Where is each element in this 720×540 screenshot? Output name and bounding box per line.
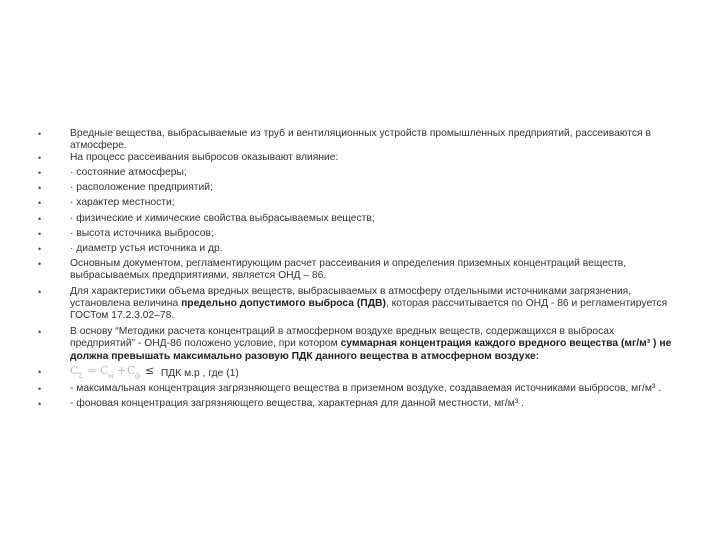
formula-glyph: ф: [135, 371, 141, 380]
list-item-text: Основным документом, регламентирующим расчет рассеивания и определения приземных концентраций веществ, выбрасываемых предприятиями, является ОНД – 86.: [70, 257, 627, 281]
list-item-text: · характер местности;: [70, 197, 175, 209]
list-item-text: · физические и химические свойства выбрасываемых веществ;: [70, 212, 375, 224]
list-item-text: , которая рассчитывается по ОНД - 86 и регламентируется ГОСТом 17.2.3.02–78.: [70, 298, 668, 322]
list-item-text: · высота источника выбросов;: [70, 227, 214, 239]
formula-glyph: Σ: [78, 371, 83, 380]
list-item-text: Вредные вещества, выбрасываемые из труб и вентиляционных устройств промышленных предприятий, рассеиваются в атмосфере.: [70, 128, 651, 152]
list-item: [38, 182, 678, 194]
list-item: [38, 243, 678, 255]
list-item-text: · диаметр устья источника и др.: [70, 242, 223, 254]
formula-image: [70, 363, 158, 380]
formula-item: [38, 363, 678, 380]
list-item-text: - максимальная концентрация загрязняющего вещества в приземном воздухе, создаваемая источниками выбросов, мг/м³ .: [70, 382, 662, 394]
formula-text: ПДК м.р , где (1): [160, 367, 239, 379]
formula-glyph: +: [117, 363, 127, 377]
list-item-text: · расположение предприятий;: [70, 182, 213, 194]
pdv-term: предельно допустимого выброса (ПДВ): [181, 298, 386, 310]
list-item-text: На процесс рассеивания выбросов оказывают влияние:: [70, 152, 339, 164]
list-item: [38, 152, 678, 164]
list-item: [38, 228, 678, 240]
list-item: [38, 286, 678, 322]
list-item: [38, 326, 678, 362]
list-item-text: · состояние атмосферы;: [70, 167, 187, 179]
formula-glyph: • C: [70, 363, 79, 377]
list-item: [38, 197, 678, 209]
list-item: [38, 213, 678, 225]
list-item-text: - фоновая концентрация загрязняющего вещества, характерная для данной местности, мг/м³ .: [70, 397, 525, 409]
formula-glyph: C: [127, 363, 136, 377]
list-item: [38, 383, 678, 395]
list-item: [38, 167, 678, 179]
formula-glyph: ≤: [145, 363, 155, 377]
bullet-list: [38, 128, 678, 410]
list-item: [38, 128, 678, 152]
list-item-text: Для характеристики объема вредных веществ, выбрасываемых в атмосферу отдельными источниками загрязнения, установлена величина: [70, 286, 632, 310]
list-item-text: В основу “Методики расчета концентраций в атмосферном воздухе вредных веществ, содержащихся в выбросах предприятий” - ОНД-86 положено условие, при котором: [70, 326, 615, 350]
list-item: [38, 398, 678, 410]
formula-glyph: м: [108, 371, 114, 380]
formula-glyph: =: [88, 363, 98, 377]
list-item: [38, 258, 678, 282]
condition-text: суммарная концентрация каждого вредного вещества (мг/м³ ) не должна превышать максимально разовую ПДК данного вещества в атмосферном воздухе:: [70, 338, 672, 362]
formula-glyph: C: [100, 363, 109, 377]
